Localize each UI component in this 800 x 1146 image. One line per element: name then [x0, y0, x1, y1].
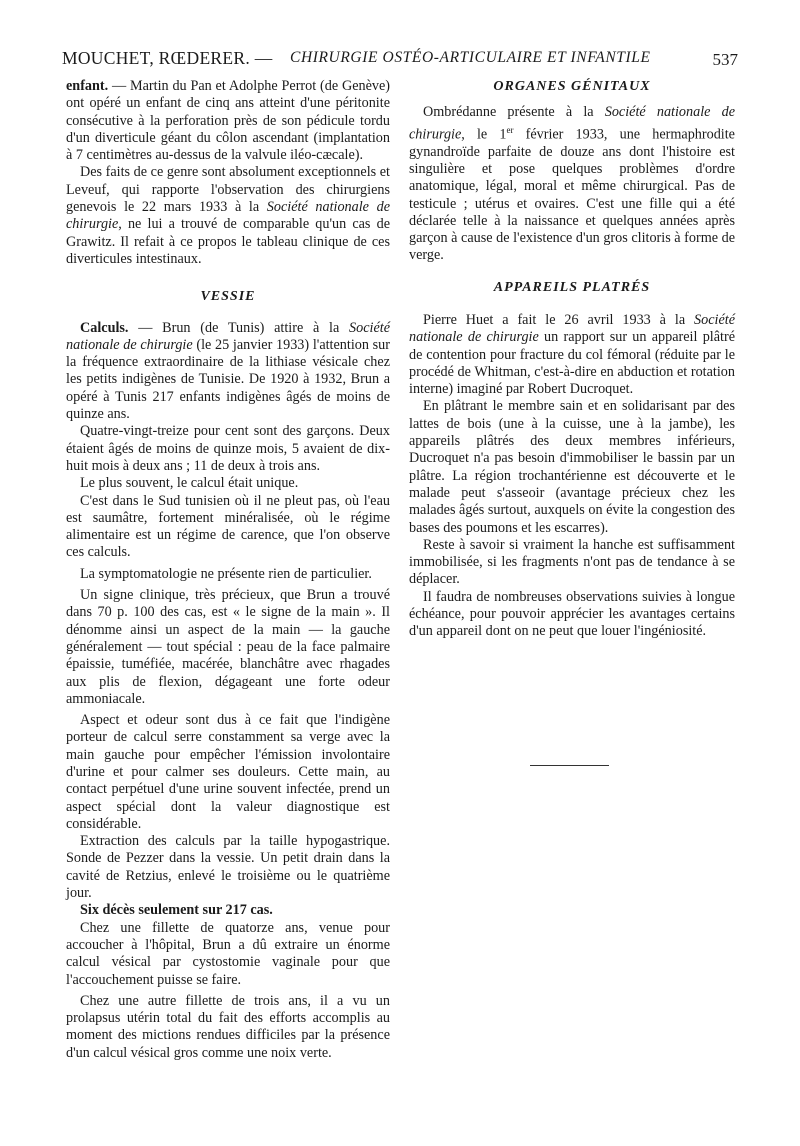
- section-title-organes-genitaux: ORGANES GÉNITAUX: [493, 79, 651, 94]
- header-authors: MOUCHET, RŒDERER. —: [62, 48, 273, 68]
- page-number: 537: [712, 50, 738, 69]
- paragraph: enfant. — Martin du Pan et Adolphe Perrot (de Genève) ont opéré un enfant de cinq ans atteint d'une péritonite consécutive à la perforation près de son pédicule tordu d'un diverticule géant du côlon ascendant (implantation à 7 centimètres au-dessus de la valvule iléo-cæcale).: [66, 78, 390, 164]
- paragraph: La symptomatologie ne présente rien de particulier.: [80, 565, 372, 582]
- paragraph: Ombrédanne présente à la Société nationale de chirurgie, le 1er février 1933, une hermaphrodite gynandroïde parfaite de douze ans dont l'histoire est singulière et pose quelques problèmes d'ordre anatomique, légal, moral et même chirurgical. Pas de testicule ; utérus et ovaires. C'est une fille qui a été déclarée telle à la naissance et quelques années après garçon à cause de l'existence d'un gros clitoris à forme de verge.: [409, 104, 736, 264]
- paragraph: Extraction des calculs par la taille hypogastrique. Sonde de Pezzer dans la vessie. Un petit drain dans la cavité de Retzius, enlevé le troisième ou le quatrième jour.: [66, 833, 390, 902]
- section-title-appareils-platres: APPAREILS PLATRÉS: [493, 279, 651, 295]
- paragraph: Le plus souvent, le calcul était unique.: [80, 475, 299, 492]
- paragraph: Pierre Huet a fait le 26 avril 1933 à la Société nationale de chirurgie un rapport sur un appareil plâtré de contention pour fracture du col fémoral (réduite par le procédé de Whitman, c'est-à-dire en abduction et rotation interne) imaginé par Robert Ducroquet.: [409, 312, 735, 398]
- running-header: [62, 48, 738, 72]
- paragraph: Calculs. — Brun (de Tunis) attire à la Société nationale de chirurgie (le 25 janvier 1933) l'attention sur la fréquence extraordinaire de la lithiase vésicale chez les petits indigènes de Tunisie. De 1920 à 1932, Brun a opéré à Tunis 217 enfants indigènes âgés de moins de quinze ans.: [66, 319, 390, 423]
- paragraph: Aspect et odeur sont dus à ce fait que l'indigène porteur de calcul serre constamment sa verge avec la main gauche pour empêcher l'émission involontaire d'urine et pour calmer ses douleurs. Cette main, au contact perpétuel d'une urine souvent infectée, prend un aspect spécial dont la valeur diagnostique est considérable.: [66, 712, 390, 832]
- section-title-vessie: VESSIE: [200, 289, 256, 305]
- paragraph: Chez une autre fillette de trois ans, il a vu un prolapsus utérin total du fait des efforts accomplis au moment des mictions rendues difficiles par la présence d'un calcul vésical gros comme une noix verte.: [66, 992, 390, 1061]
- paragraph: Un signe clinique, très précieux, que Brun a trouvé dans 70 p. 100 des cas, est « le signe de la main ». Il dénomme ainsi un aspect de la main — la gauche généralement — tout spécial : peau de la face palmaire épaissie, tuméfiée, macérée, blanchâtre avec rhagades aux plis de flexion, dégageant une forte odeur ammoniacale.: [66, 587, 390, 707]
- end-rule: [530, 765, 609, 766]
- left-column: [66, 78, 390, 1062]
- paragraph: Des faits de ce genre sont absolument exceptionnels et Leveuf, qui rapporte l'observation des chirurgiens genevois le 22 mars 1933 à la Société nationale de chirurgie, ne lui a trouvé de comparable qu'un cas de Grawitz. Il refait à ce propos le tableau clinique de ces diverticules intestinaux.: [66, 164, 390, 267]
- paragraph: Il faudra de nombreuses observations suivies à longue échéance, pour pouvoir apprécier les avantages certains d'un appareil dont on ne peut que louer l'ingéniosité.: [409, 588, 735, 640]
- paragraph: Quatre-vingt-treize pour cent sont des garçons. Deux étaient âgés de moins de quinze mois, 5 avaient de dix-huit mois à deux ans ; 11 de deux à trois ans.: [66, 423, 390, 474]
- right-column: [409, 78, 735, 641]
- header-running-title: CHIRURGIE OSTÉO-ARTICULAIRE ET INFANTILE: [290, 49, 651, 66]
- paragraph: Six décès seulement sur 217 cas.: [80, 902, 273, 919]
- paragraph: Chez une fillette de quatorze ans, venue pour accoucher à l'hôpital, Brun a dû extraire un énorme calcul vésical par cystostomie vaginale pour que l'accouchement puisse se faire.: [66, 919, 390, 988]
- paragraph: Reste à savoir si vraiment la hanche est suffisamment immobilisée, si les fragments n'ont pas de tendance à se déplacer.: [409, 536, 735, 588]
- paragraph: En plâtrant le membre sain et en solidarisant par des lattes de bois (une à la cuisse, une à la jambe), les appareils plâtrés des deux membres inférieurs, Ducroquet n'a pas besoin d'immobiliser le bassin par un plâtre. La région trochantérienne est découverte et le malade peut s'asseoir (avantage précieux chez les malades âgés surtout, auxquels on évite la congestion des bases des poumons et les escarres).: [409, 398, 735, 536]
- paragraph: C'est dans le Sud tunisien où il ne pleut pas, où l'eau est saumâtre, fortement minéralisée, où le régime alimentaire est un régime de carence, que l'on observe ces calculs.: [66, 492, 390, 561]
